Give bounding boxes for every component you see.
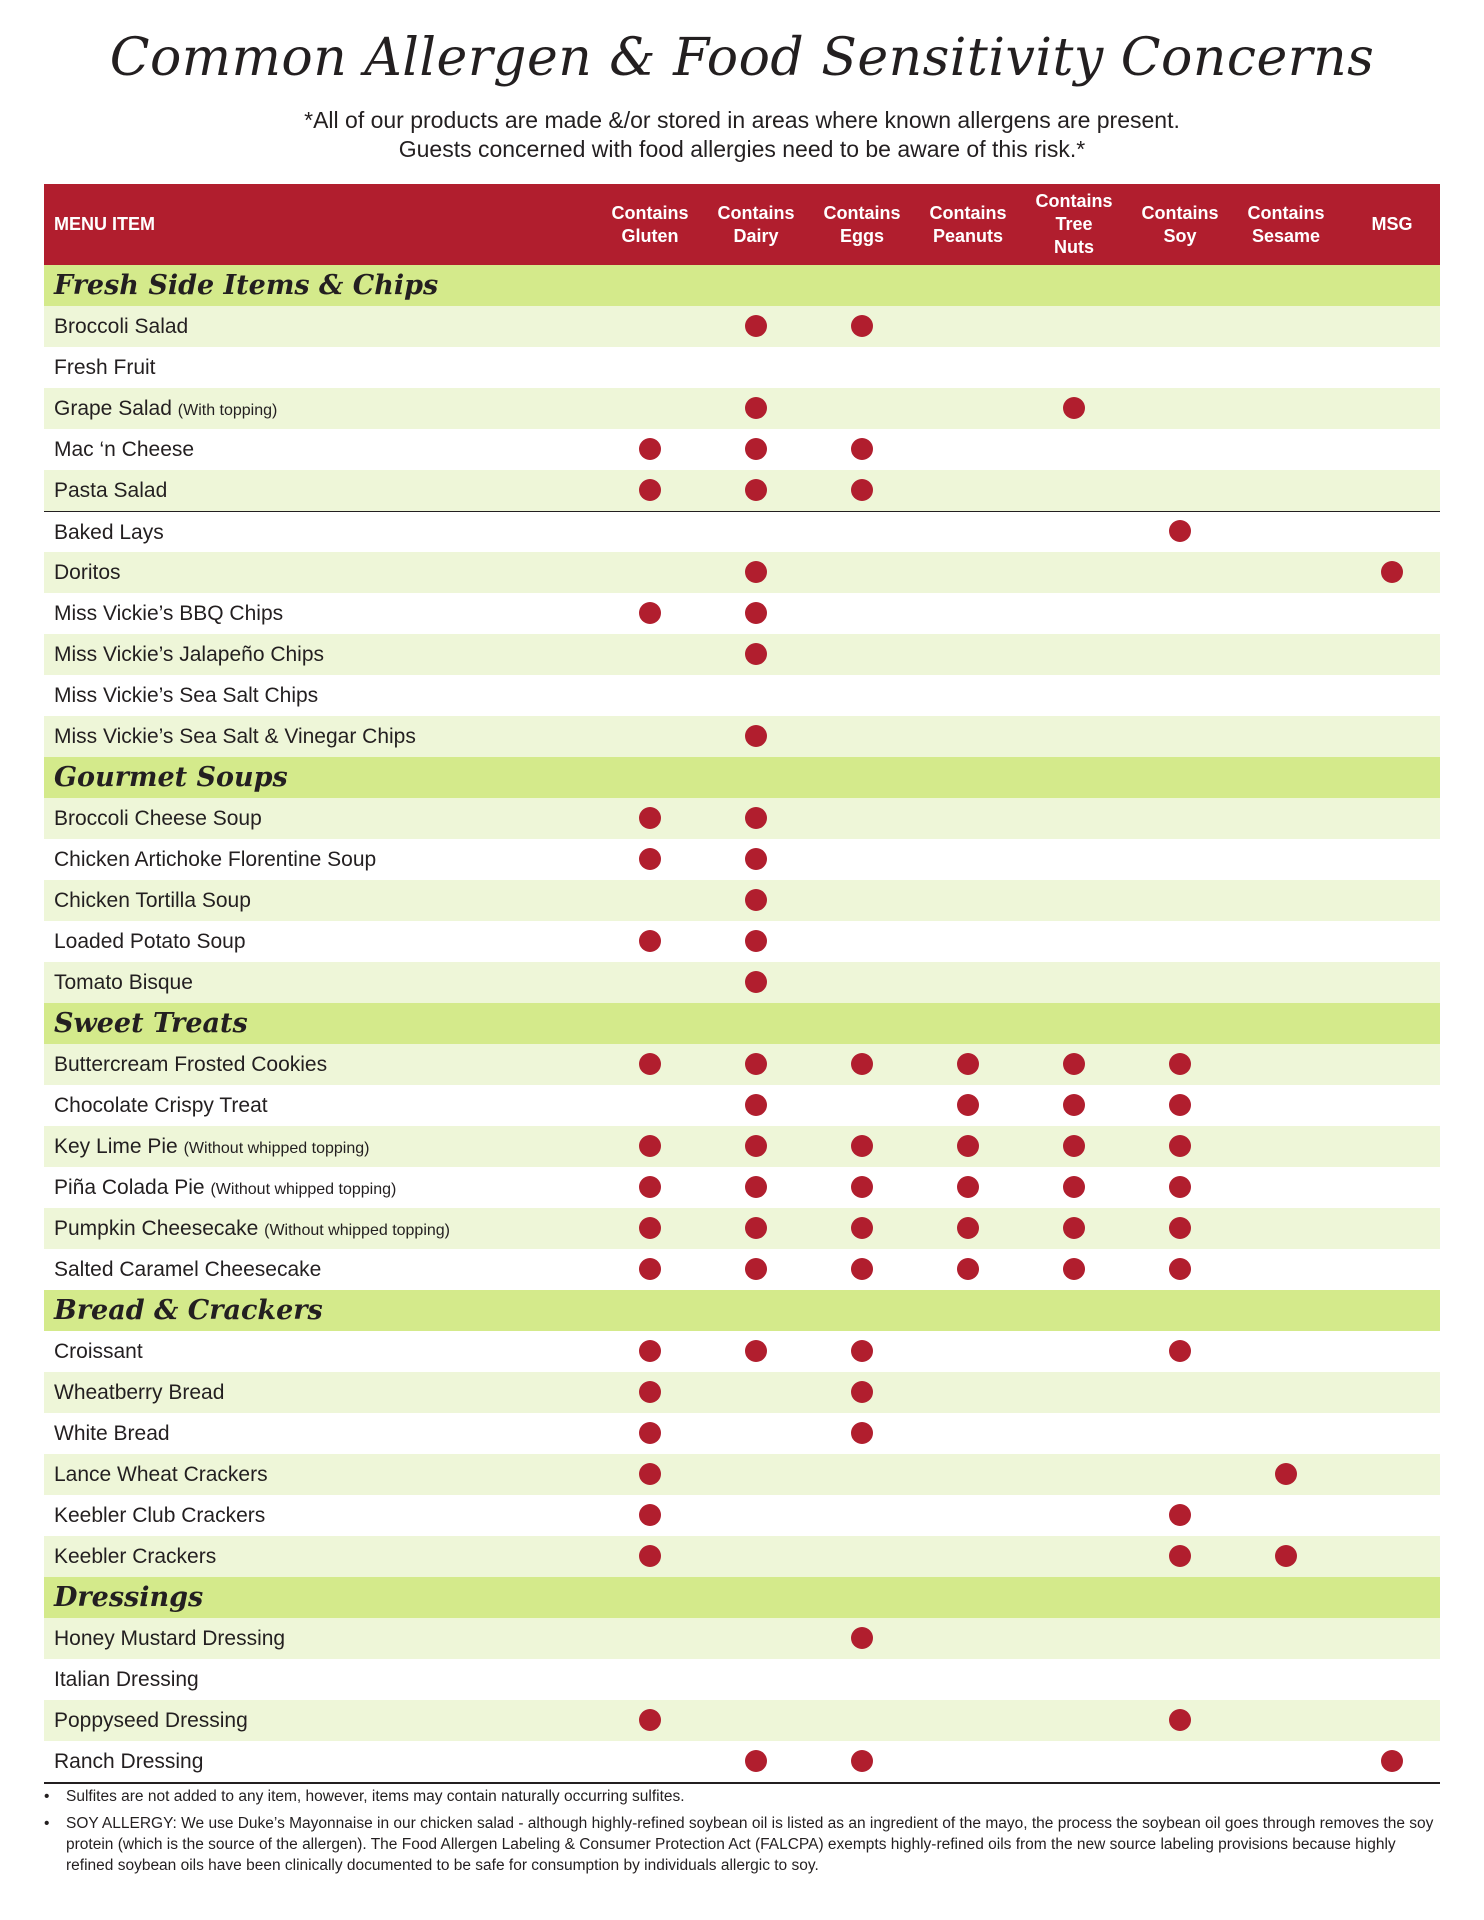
allergen-dot-dairy — [745, 315, 767, 337]
allergen-dot-eggs — [851, 1340, 873, 1362]
table-bottom-rule — [44, 1782, 1440, 1784]
allergen-dot-eggs — [851, 1258, 873, 1280]
allergen-dot-soy — [1169, 1545, 1191, 1567]
menu-item-name — [54, 552, 121, 593]
menu-item-name — [54, 880, 251, 921]
item-label: Key Lime Pie — [54, 1134, 178, 1158]
allergen-dot-tree-nuts — [1063, 1258, 1085, 1280]
item-label: Loaded Potato Soup — [54, 929, 246, 953]
item-label: Chicken Tortilla Soup — [54, 888, 251, 912]
menu-item-name — [54, 675, 318, 716]
item-label: White Bread — [54, 1421, 170, 1445]
allergen-dot-gluten — [639, 602, 661, 624]
menu-item-name — [54, 1700, 248, 1741]
item-note: (Without whipped topping) — [264, 1221, 451, 1239]
menu-item-name — [54, 1044, 327, 1085]
allergen-dot-gluten — [639, 1053, 661, 1075]
allergen-table — [44, 184, 1440, 1784]
table-row — [44, 1085, 1440, 1126]
allergen-dot-gluten — [639, 1135, 661, 1157]
menu-item-name — [54, 1536, 216, 1577]
item-label: Croissant — [54, 1339, 143, 1363]
menu-item-name — [54, 429, 194, 470]
allergen-dot-dairy — [745, 438, 767, 460]
item-label: Salted Caramel Cheesecake — [54, 1257, 322, 1281]
allergen-dot-peanuts — [957, 1258, 979, 1280]
menu-item-name — [54, 798, 262, 839]
table-row — [44, 1331, 1440, 1372]
item-label: Fresh Fruit — [54, 356, 156, 379]
table-row — [44, 470, 1440, 511]
allergen-dot-dairy — [745, 848, 767, 870]
item-note: (Without whipped topping) — [183, 1139, 370, 1157]
item-note: (With topping) — [177, 402, 278, 419]
item-label: Pasta Salad — [54, 479, 168, 502]
allergen-dot-soy — [1169, 1340, 1191, 1362]
allergen-dot-dairy — [745, 479, 767, 501]
table-row — [44, 347, 1440, 388]
allergen-dot-eggs — [851, 315, 873, 337]
allergen-dot-msg — [1381, 1750, 1403, 1772]
item-label: Ranch Dressing — [54, 1749, 204, 1773]
table-row — [44, 1454, 1440, 1495]
menu-item-name — [54, 1208, 450, 1249]
item-label: Honey Mustard Dressing — [54, 1626, 286, 1650]
menu-item-name — [54, 1085, 268, 1126]
item-label: Miss Vickie’s Sea Salt & Vinegar Chips — [54, 724, 416, 748]
section-title: Bread & Crackers — [44, 1290, 1440, 1331]
allergen-dot-dairy — [745, 1217, 767, 1239]
allergen-dot-soy — [1169, 1135, 1191, 1157]
item-label: Miss Vickie’s Jalapeño Chips — [54, 642, 325, 666]
allergen-dot-tree-nuts — [1063, 1094, 1085, 1116]
item-label: Broccoli Salad — [54, 315, 189, 338]
allergen-dot-tree-nuts — [1063, 1053, 1085, 1075]
allergen-dot-dairy — [745, 971, 767, 993]
allergen-dot-gluten — [639, 1422, 661, 1444]
menu-item-name — [54, 1741, 203, 1782]
allergen-dot-gluten — [639, 807, 661, 829]
allergen-dot-gluten — [639, 1381, 661, 1403]
item-label: Doritos — [54, 560, 121, 584]
allergen-dot-gluten — [639, 1217, 661, 1239]
allergen-dot-eggs — [851, 479, 873, 501]
allergen-dot-peanuts — [957, 1135, 979, 1157]
table-row — [44, 839, 1440, 880]
disclaimer — [0, 106, 1484, 164]
table-row — [44, 1413, 1440, 1454]
table-row — [44, 1536, 1440, 1577]
menu-item-name — [54, 347, 156, 388]
item-label: Poppyseed Dressing — [54, 1708, 248, 1732]
table-row — [44, 962, 1440, 1003]
footnotes — [44, 1786, 1440, 1882]
allergen-dot-gluten — [639, 930, 661, 952]
allergen-dot-tree-nuts — [1063, 1135, 1085, 1157]
item-label: Pumpkin Cheesecake — [54, 1216, 259, 1240]
disclaimer-line-2: Guests concerned with food allergies need to be aware of this risk.* — [398, 136, 1086, 162]
table-row — [44, 1167, 1440, 1208]
allergen-dot-eggs — [851, 1381, 873, 1403]
allergen-dot-soy — [1169, 1258, 1191, 1280]
page-title: Common Allergen & Food Sensitivity Concerns — [109, 28, 1375, 88]
allergen-dot-dairy — [745, 889, 767, 911]
item-label: Italian Dressing — [54, 1667, 199, 1691]
menu-item-name — [54, 716, 416, 757]
allergen-dot-gluten — [639, 1340, 661, 1362]
table-row — [44, 634, 1440, 675]
header-soy: Contains Soy — [1141, 202, 1219, 246]
menu-item-name — [54, 1659, 199, 1700]
menu-item-name — [54, 593, 283, 634]
section-title: Sweet Treats — [44, 1003, 1440, 1044]
allergen-dot-soy — [1169, 1094, 1191, 1116]
allergen-dot-peanuts — [957, 1217, 979, 1239]
header-dairy: Contains Dairy — [717, 202, 795, 246]
menu-item-name — [54, 512, 164, 553]
allergen-dot-sesame — [1275, 1545, 1297, 1567]
menu-item-name — [54, 470, 167, 511]
allergen-dot-sesame — [1275, 1463, 1297, 1485]
allergen-dot-dairy — [745, 1094, 767, 1116]
header-eggs: Contains Eggs — [823, 202, 901, 246]
section-title: Dressings — [44, 1577, 1440, 1618]
header-msg: MSG — [1371, 214, 1413, 234]
allergen-dot-eggs — [851, 1053, 873, 1075]
allergen-dot-soy — [1169, 1176, 1191, 1198]
item-label: Buttercream Frosted Cookies — [54, 1052, 328, 1076]
bullet-icon: • — [44, 1815, 50, 1832]
allergen-dot-tree-nuts — [1063, 1217, 1085, 1239]
table-row — [44, 306, 1440, 347]
menu-item-name — [54, 1454, 268, 1495]
table-row — [44, 1659, 1440, 1700]
allergen-dot-gluten — [639, 848, 661, 870]
allergen-dot-dairy — [745, 1135, 767, 1157]
table-header — [44, 184, 1440, 265]
allergen-dot-msg — [1381, 561, 1403, 583]
table-row — [44, 1700, 1440, 1741]
table-row — [44, 1372, 1440, 1413]
allergen-dot-dairy — [745, 725, 767, 747]
table-row — [44, 429, 1440, 470]
item-label: Lance Wheat Crackers — [54, 1462, 268, 1486]
allergen-dot-eggs — [851, 1627, 873, 1649]
allergen-dot-gluten — [639, 479, 661, 501]
menu-item-name — [54, 962, 193, 1003]
item-label: Keebler Club Crackers — [54, 1503, 266, 1527]
allergen-dot-peanuts — [957, 1053, 979, 1075]
item-label: Grape Salad — [54, 397, 172, 420]
table-row — [44, 1495, 1440, 1536]
menu-item-name — [54, 306, 188, 347]
header-menu-item: MENU ITEM — [54, 214, 155, 234]
menu-item-name — [54, 634, 324, 675]
menu-item-name — [54, 1167, 396, 1208]
table-row — [44, 511, 1440, 552]
header-peanuts: Contains Peanuts — [929, 202, 1007, 246]
allergen-dot-dairy — [745, 1750, 767, 1772]
menu-item-name — [54, 839, 376, 880]
allergen-dot-soy — [1169, 1217, 1191, 1239]
table-row — [44, 593, 1440, 634]
item-label: Piña Colada Pie — [54, 1175, 205, 1199]
item-label: Miss Vickie’s Sea Salt Chips — [54, 683, 319, 707]
table-row — [44, 388, 1440, 429]
allergen-dot-gluten — [639, 1545, 661, 1567]
item-label: Chicken Artichoke Florentine Soup — [54, 847, 377, 871]
allergen-dot-dairy — [745, 397, 767, 419]
item-label: Tomato Bisque — [54, 970, 193, 994]
item-label: Wheatberry Bread — [54, 1380, 225, 1404]
allergen-dot-gluten — [639, 438, 661, 460]
menu-item-name — [54, 1372, 224, 1413]
footnote — [44, 1786, 1440, 1807]
allergen-dot-dairy — [745, 807, 767, 829]
menu-item-name — [54, 1126, 369, 1167]
menu-item-name — [54, 1495, 265, 1536]
menu-item-name — [54, 1413, 170, 1454]
allergen-dot-soy — [1169, 1504, 1191, 1526]
allergen-dot-peanuts — [957, 1176, 979, 1198]
table-row — [44, 1044, 1440, 1085]
section-title: Gourmet Soups — [44, 757, 1440, 798]
allergen-dot-dairy — [745, 561, 767, 583]
allergen-dot-dairy — [745, 643, 767, 665]
table-row — [44, 1126, 1440, 1167]
allergen-dot-eggs — [851, 438, 873, 460]
menu-item-name — [54, 1249, 321, 1290]
allergen-dot-gluten — [639, 1258, 661, 1280]
allergen-dot-eggs — [851, 1217, 873, 1239]
table-row — [44, 798, 1440, 839]
table-row — [44, 675, 1440, 716]
allergen-dot-dairy — [745, 1340, 767, 1362]
item-note: (Without whipped topping) — [210, 1180, 397, 1198]
item-label: Keebler Crackers — [54, 1544, 217, 1568]
allergen-dot-tree-nuts — [1063, 1176, 1085, 1198]
item-label: Mac ‘n Cheese — [54, 438, 195, 461]
allergen-dot-tree-nuts — [1063, 397, 1085, 419]
allergen-dot-soy — [1169, 520, 1191, 542]
allergen-dot-eggs — [851, 1422, 873, 1444]
section-title: Fresh Side Items & Chips — [44, 265, 1440, 306]
allergen-dot-peanuts — [957, 1094, 979, 1116]
item-label: Baked Lays — [54, 521, 164, 544]
item-label: Chocolate Crispy Treat — [54, 1093, 268, 1117]
menu-item-name — [54, 388, 277, 429]
menu-item-name — [54, 1618, 285, 1659]
allergen-dot-dairy — [745, 602, 767, 624]
footnote — [44, 1813, 1440, 1876]
allergen-dot-soy — [1169, 1053, 1191, 1075]
table-row — [44, 880, 1440, 921]
table-row — [44, 716, 1440, 757]
allergen-dot-soy — [1169, 1709, 1191, 1731]
allergen-dot-dairy — [745, 1176, 767, 1198]
allergen-dot-dairy — [745, 1053, 767, 1075]
table-row — [44, 1208, 1440, 1249]
allergen-dot-dairy — [745, 930, 767, 952]
footnote-text: Sulfites are not added to any item, however, items may contain naturally occurring sulfites. — [66, 1788, 685, 1805]
menu-item-name — [54, 921, 246, 962]
disclaimer-line-1: *All of our products are made &/or stored in areas where known allergens are present. — [304, 107, 1180, 133]
bullet-icon: • — [44, 1788, 50, 1805]
menu-item-name — [54, 1331, 143, 1372]
table-row — [44, 921, 1440, 962]
table-row — [44, 1249, 1440, 1290]
allergen-dot-gluten — [639, 1504, 661, 1526]
allergen-dot-eggs — [851, 1176, 873, 1198]
header-sesame: Contains Sesame — [1247, 202, 1325, 246]
allergen-dot-gluten — [639, 1176, 661, 1198]
table-row — [44, 1741, 1440, 1782]
header-gluten: Contains Gluten — [611, 202, 689, 246]
item-label: Miss Vickie’s BBQ Chips — [54, 601, 284, 625]
allergen-dot-dairy — [745, 1258, 767, 1280]
allergen-dot-gluten — [639, 1463, 661, 1485]
allergen-dot-eggs — [851, 1135, 873, 1157]
item-label: Broccoli Cheese Soup — [54, 806, 262, 830]
allergen-dot-gluten — [639, 1709, 661, 1731]
table-row — [44, 552, 1440, 593]
footnote-text: SOY ALLERGY: We use Duke’s Mayonnaise in our chicken salad - although highly-refined soybean oil is listed as an ingredient of the mayo, the process the soybean oil goes through removes the soy protein (which is the source of the allergen). The Food Allergen Labeling & Consumer Protection Act (FALCPA) exempts highly-refined oils from the new source labeling provisions because highly refined soybean oils have been clinically documented to be safe for consumption by individuals allergic to soy. — [66, 1815, 1434, 1874]
table-row — [44, 1618, 1440, 1659]
allergen-dot-eggs — [851, 1750, 873, 1772]
header-tree-nuts: Contains Tree Nuts — [1035, 191, 1113, 257]
